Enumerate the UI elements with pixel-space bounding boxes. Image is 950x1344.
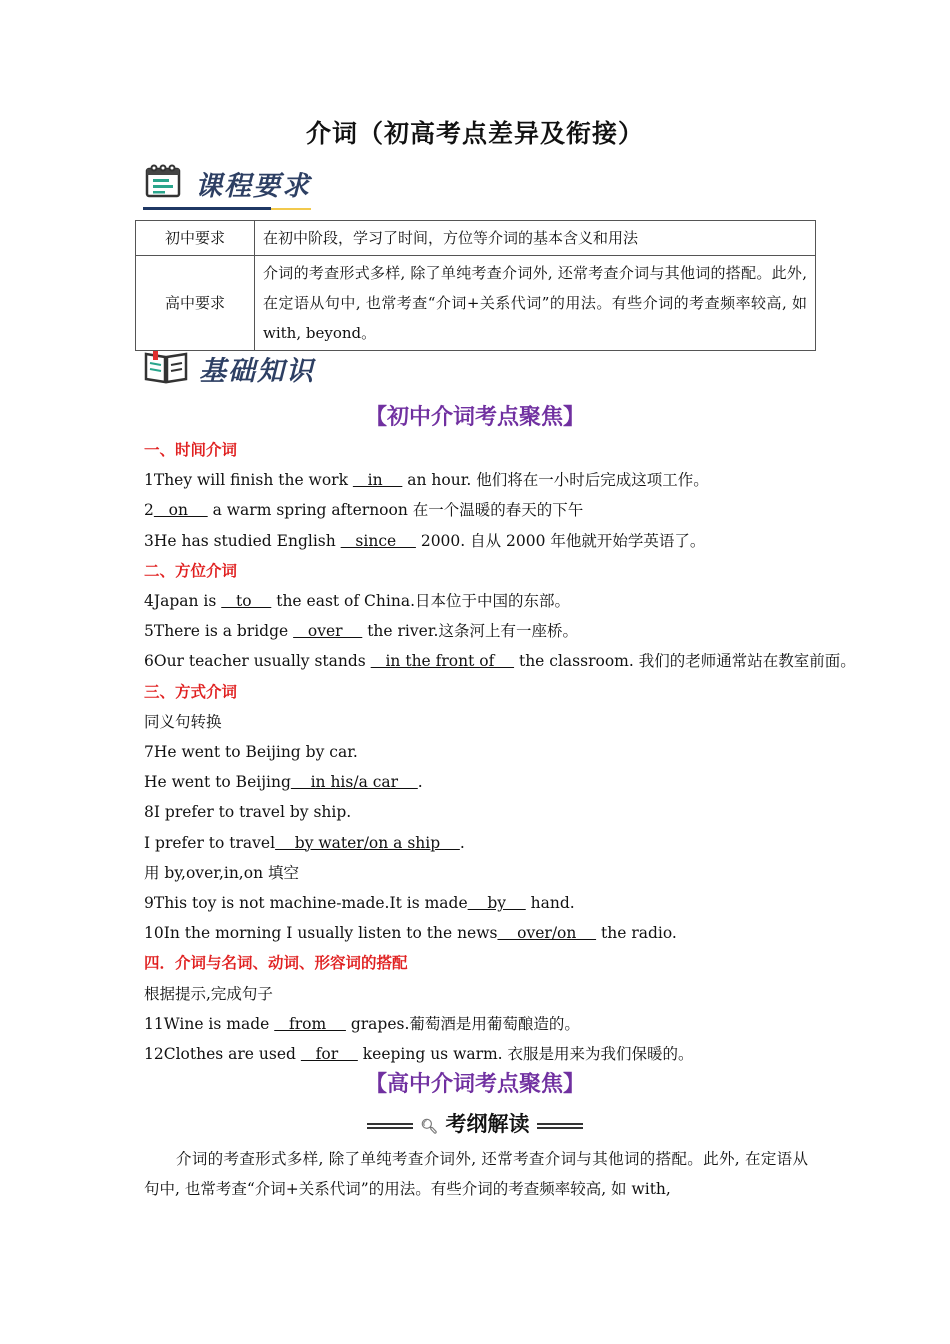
line-text: 同义句转换 [144, 712, 222, 731]
section-heading-text: 二、方位介词 [144, 560, 238, 580]
table-cell: 高中要求 [136, 256, 255, 351]
line-text: 8I prefer to travel by ship. [144, 803, 352, 822]
text-line [144, 862, 299, 884]
answer-blank: on [153, 501, 208, 520]
question-text: grapes.葡萄酒是用葡萄酿造的。 [345, 1014, 580, 1033]
question-text: the river.这条河上有一座桥。 [362, 622, 578, 641]
question-text: a warm spring afternoon 在一个温暖的春天的下午 [207, 501, 584, 520]
line-text: 根据提示,完成句子 [144, 984, 273, 1003]
question-text: the east of China.日本位于中国的东部。 [271, 592, 571, 610]
question-text: . [417, 773, 423, 792]
banner-label: 基础知识 [199, 355, 315, 387]
answer-blank: in his/a car [290, 773, 418, 792]
syllabus-label: 考纲解读 [445, 1111, 530, 1136]
question-text: 10In the morning I usually listen to the news [144, 924, 498, 943]
section-heading [144, 681, 237, 703]
text-line [144, 801, 351, 823]
fill-blank-question [144, 832, 465, 854]
line-text: 7He went to Beijing by car. [144, 743, 358, 761]
fill-blank-question [144, 771, 423, 793]
junior-section-title: 【初中介词考点聚焦】 [364, 404, 585, 430]
question-text: 6Our teacher usually stands [144, 652, 371, 671]
requirements-table [135, 220, 816, 351]
section-heading [144, 952, 408, 974]
fill-blank-question [144, 530, 705, 552]
magnifier-icon: 🔍︎ [420, 1119, 439, 1135]
section-heading-text: 四．介词与名词、动词、形容词的搭配 [144, 953, 408, 973]
question-text: keeping us warm. 衣服是用来为我们保暖的。 [357, 1045, 694, 1063]
question-text: 9This toy is not machine-made.It is made [144, 894, 468, 912]
section-heading-text: 一、时间介词 [144, 440, 238, 459]
question-text: 3He has studied English [144, 531, 341, 550]
basic-knowledge-banner [143, 348, 315, 388]
question-text: He went to Beijing [144, 773, 291, 792]
question-text: the classroom. 我们的老师通常站在教室前面。 [514, 652, 856, 671]
document-title: 介词（初高考点差异及衔接） [305, 119, 644, 148]
fill-blank-question [144, 650, 856, 672]
fill-blank-question [144, 892, 575, 914]
fill-blank-question [144, 1043, 694, 1065]
question-text: I prefer to travel [144, 833, 276, 852]
question-text: an hour. 他们将在一小时后完成这项工作。 [402, 471, 709, 490]
section-heading [144, 560, 237, 582]
answer-blank: to [221, 592, 272, 610]
syllabus-heading [0, 1108, 950, 1138]
question-text: 2000. 自从 2000 年他就开始学英语了。 [415, 531, 706, 550]
fill-blank-question [144, 620, 578, 642]
answer-blank: over/on [497, 924, 597, 943]
text-line [144, 711, 222, 733]
fill-blank-question [144, 1013, 580, 1035]
question-text: hand. [525, 894, 575, 912]
answer-blank: for [300, 1045, 358, 1063]
syllabus-paragraph: 介词的考查形式多样, 除了单纯考查介词外, 还常考查介词与其他词的搭配。此外, 在定语从句中, 也常考查“介词+关系代词”的用法。有些介词的考查频率较高, 如 with, [144, 1150, 808, 1198]
fill-blank-question [144, 469, 709, 491]
question-text: . [459, 833, 465, 852]
question-text: 11Wine is made [144, 1014, 275, 1033]
notebook-icon [143, 163, 185, 203]
answer-blank: over [293, 622, 363, 641]
text-line [144, 983, 273, 1005]
line-text: 用 by,over,in,on 填空 [144, 863, 299, 882]
table-cell: 在初中阶段，学习了时间，方位等介词的基本含义和用法 [255, 221, 816, 256]
fill-blank-question [144, 499, 583, 521]
answer-blank: by water/on a ship [275, 833, 460, 852]
section-heading-text: 三、方式介词 [144, 681, 238, 701]
answer-blank: since [340, 531, 416, 550]
question-text: 4Japan is [144, 592, 222, 610]
table-cell: 初中要求 [136, 221, 255, 256]
section-heading [144, 439, 237, 461]
text-line [144, 741, 358, 763]
question-text: the radio. [596, 924, 677, 943]
book-icon [143, 348, 189, 388]
divider [367, 1123, 413, 1129]
table-cell: 介词的考查形式多样, 除了单纯考查介词外, 还常考查介词与其他词的搭配。此外, 在定语从句中, 也常考查“介词+关系代词”的用法。有些介词的考查频率较高, 如 with, beyond。 [255, 256, 816, 351]
course-requirements-banner [143, 163, 311, 203]
senior-section-title: 【高中介词考点聚焦】 [364, 1071, 585, 1097]
answer-blank: from [274, 1014, 346, 1033]
answer-blank: in [352, 471, 403, 490]
table-row [136, 221, 816, 256]
banner-underline [143, 207, 271, 210]
table-row [136, 256, 816, 351]
fill-blank-question [144, 590, 570, 612]
answer-blank: by [467, 894, 526, 912]
banner-underline-accent [271, 208, 311, 210]
question-text: 2 [144, 501, 154, 520]
answer-blank: in the front of [370, 652, 515, 671]
fill-blank-question [144, 922, 677, 944]
question-text: 12Clothes are used [144, 1045, 301, 1063]
question-text: 5There is a bridge [144, 622, 294, 641]
banner-label: 课程要求 [195, 170, 311, 202]
question-text: 1They will finish the work [144, 471, 353, 490]
divider [537, 1123, 583, 1129]
